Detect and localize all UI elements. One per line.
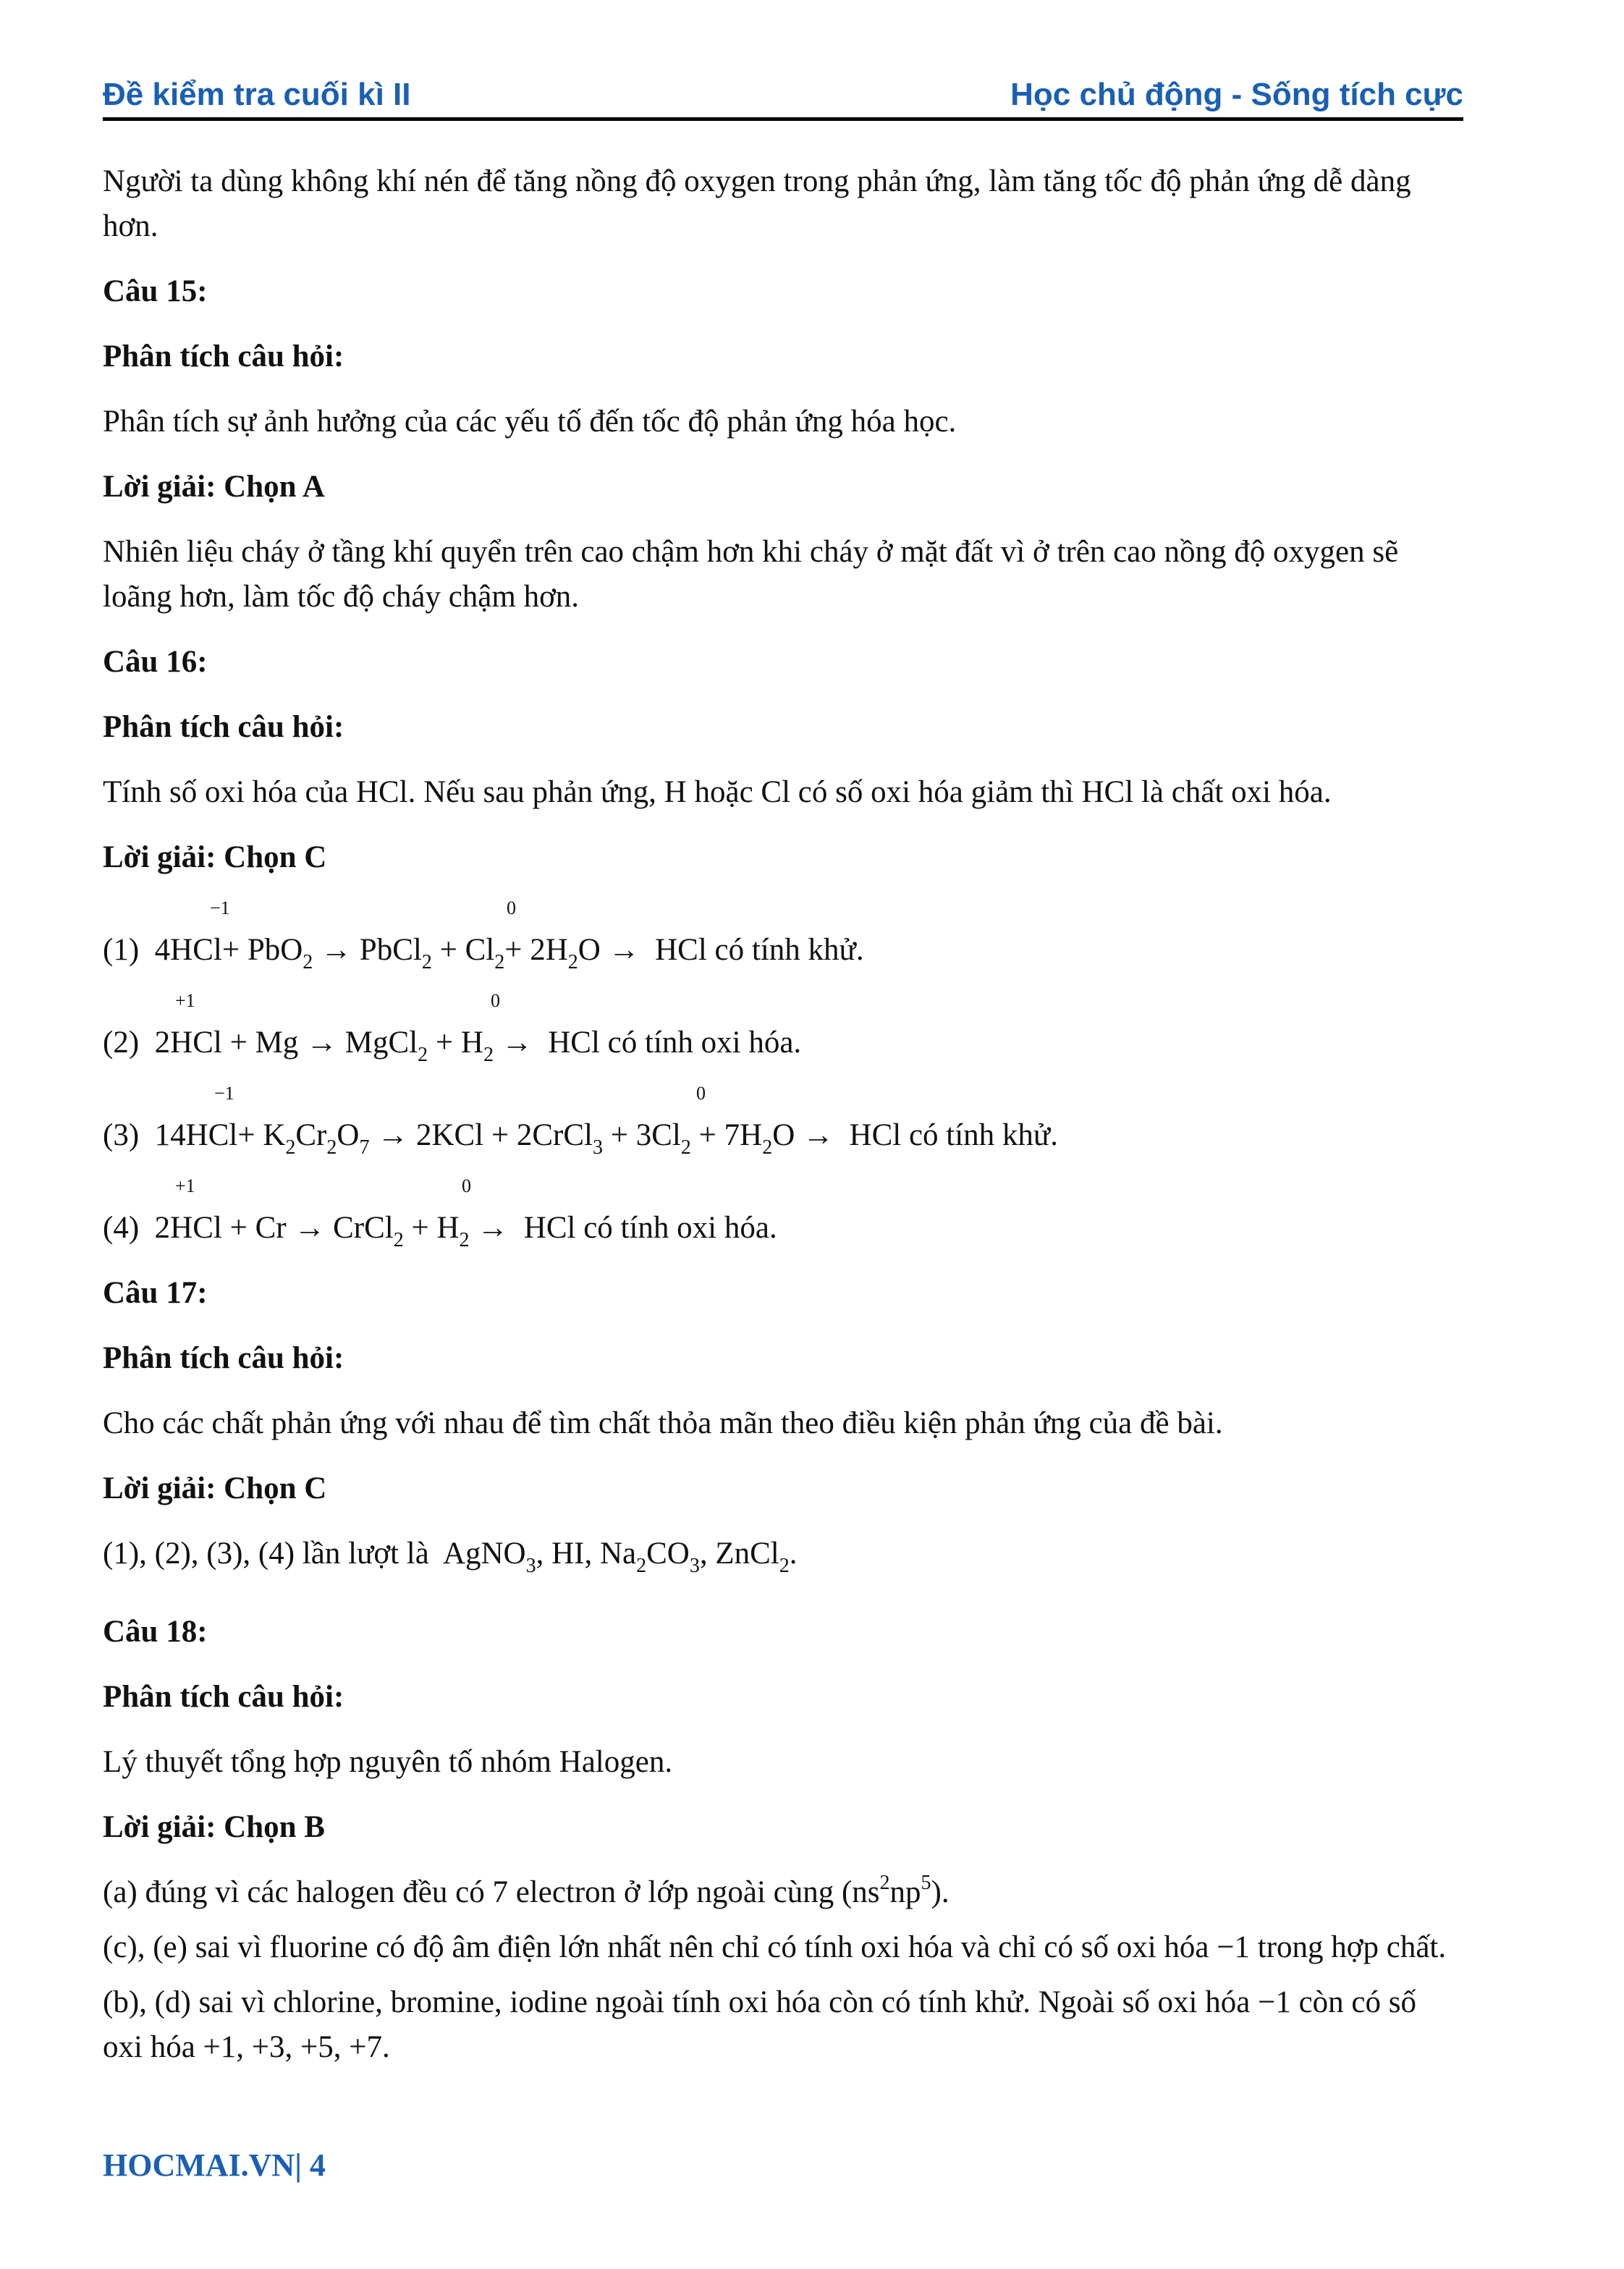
q17-analysis-heading: Phân tích câu hỏi: — [103, 1341, 344, 1375]
q15-title: Câu 15: — [103, 274, 208, 308]
q15-solution-heading: Lời giải: Chọn A — [103, 470, 325, 504]
oxidation-state-label: −1 — [214, 1083, 234, 1104]
q18-line-bd: (b), (d) sai vì chlorine, bromine, iodine ngoài tính oxi hóa còn có tính khử. Ngoài số oxi hóa −1 còn có số oxi hóa +1, +3, +5, +7. — [103, 1985, 1416, 2064]
q17-title: Câu 17: — [103, 1276, 208, 1310]
equation-result: HCl có tính khử. — [849, 1118, 1058, 1152]
page-header — [103, 72, 1463, 117]
q18-analysis: Lý thuyết tổng hợp nguyên tố nhóm Halogen. — [103, 1745, 673, 1779]
q16-equation-3: −1 0 (3) $14HCl+ K_2Cr_2O_7 \to 2KCl$ + 2CrCl$_3$ + $3Cl_2 + 7H_2O$ → HCl có tính khử. — [103, 1083, 1058, 1159]
q18-title: Câu 18: — [103, 1615, 208, 1649]
document-body — [103, 159, 1456, 2070]
intro-paragraph: Người ta dùng không khí nén để tăng nồng độ oxygen trong phản ứng, làm tăng tốc độ phản ứng dễ dàng hơn. — [103, 164, 1411, 243]
q16-equation-1: −1 0 (1) 4HCl+ PbO$_2$ → PbCl$_2$ + $Cl_2+ 2H_2O$ → HCl có tính khử. — [103, 897, 864, 973]
q18-line-ce: (c), (e) sai vì fluorine có độ âm điện lớn nhất nên chỉ có tính oxi hóa và chỉ có số oxi hóa −1 trong hợp chất. — [103, 1930, 1447, 1964]
oxidation-state-label: 0 — [462, 1175, 471, 1196]
q16-equation-2: +1 0 (2) 2HCl + Mg → MgCl$_2$ + $H_2$ → HCl có tính oxi hóa. — [103, 990, 802, 1066]
oxidation-state-label: 0 — [507, 897, 516, 918]
oxidation-state-label: 0 — [491, 990, 500, 1011]
header-left-title: Đề kiểm tra cuối kì II — [103, 77, 411, 112]
q16-equation-4: +1 0 (4) 2HCl + Cr → CrCl$_2$ + $H_2$ → HCl có tính oxi hóa. — [103, 1175, 777, 1251]
oxidation-state-label: −1 — [210, 897, 230, 918]
oxidation-state-label: +1 — [175, 1175, 195, 1196]
q17-analysis: Cho các chất phản ứng với nhau để tìm chất thỏa mãn theo điều kiện phản ứng của đề bài. — [103, 1406, 1223, 1440]
header-divider — [103, 117, 1463, 121]
equation-result: HCl có tính oxi hóa. — [548, 1026, 802, 1060]
equation-result: HCl có tính khử. — [655, 933, 864, 967]
q17-solution: (1), (2), (3), (4) lần lượt là AgNO$_3$, HI, $Na_2CO_3$, ZnCl$_2$. — [103, 1537, 798, 1577]
q16-title: Câu 16: — [103, 645, 208, 679]
header-right-title: Học chủ động - Sống tích cực — [1010, 77, 1463, 112]
q16-analysis: Tính số oxi hóa của HCl. Nếu sau phản ứng, H hoặc Cl có số oxi hóa giảm thì HCl là chất oxi hóa. — [103, 775, 1332, 809]
q18-solution-heading: Lời giải: Chọn B — [103, 1810, 325, 1844]
q18-line-a: (a) đúng vì các halogen đều có 7 electron ở lớp ngoài cùng $(ns^2np^5)$. — [103, 1872, 950, 1909]
oxidation-state-label: 0 — [696, 1083, 706, 1104]
q17-solution-heading: Lời giải: Chọn C — [103, 1471, 327, 1505]
q18-analysis-heading: Phân tích câu hỏi: — [103, 1680, 344, 1714]
oxidation-state-label: +1 — [175, 990, 195, 1011]
q15-analysis-heading: Phân tích câu hỏi: — [103, 339, 344, 373]
q15-analysis: Phân tích sự ảnh hưởng của các yếu tố đến tốc độ phản ứng hóa học. — [103, 405, 957, 439]
q15-solution: Nhiên liệu cháy ở tầng khí quyển trên cao chậm hơn khi cháy ở mặt đất vì ở trên cao nồng độ oxygen sẽ loãng hơn, làm tốc độ cháy chậm hơn. — [103, 535, 1399, 614]
equation-result: HCl có tính oxi hóa. — [523, 1211, 777, 1245]
q16-solution-heading: Lời giải: Chọn C — [103, 840, 327, 874]
q16-analysis-heading: Phân tích câu hỏi: — [103, 710, 344, 744]
page-footer: HOCMAI.VN| 4 — [103, 2147, 326, 2183]
